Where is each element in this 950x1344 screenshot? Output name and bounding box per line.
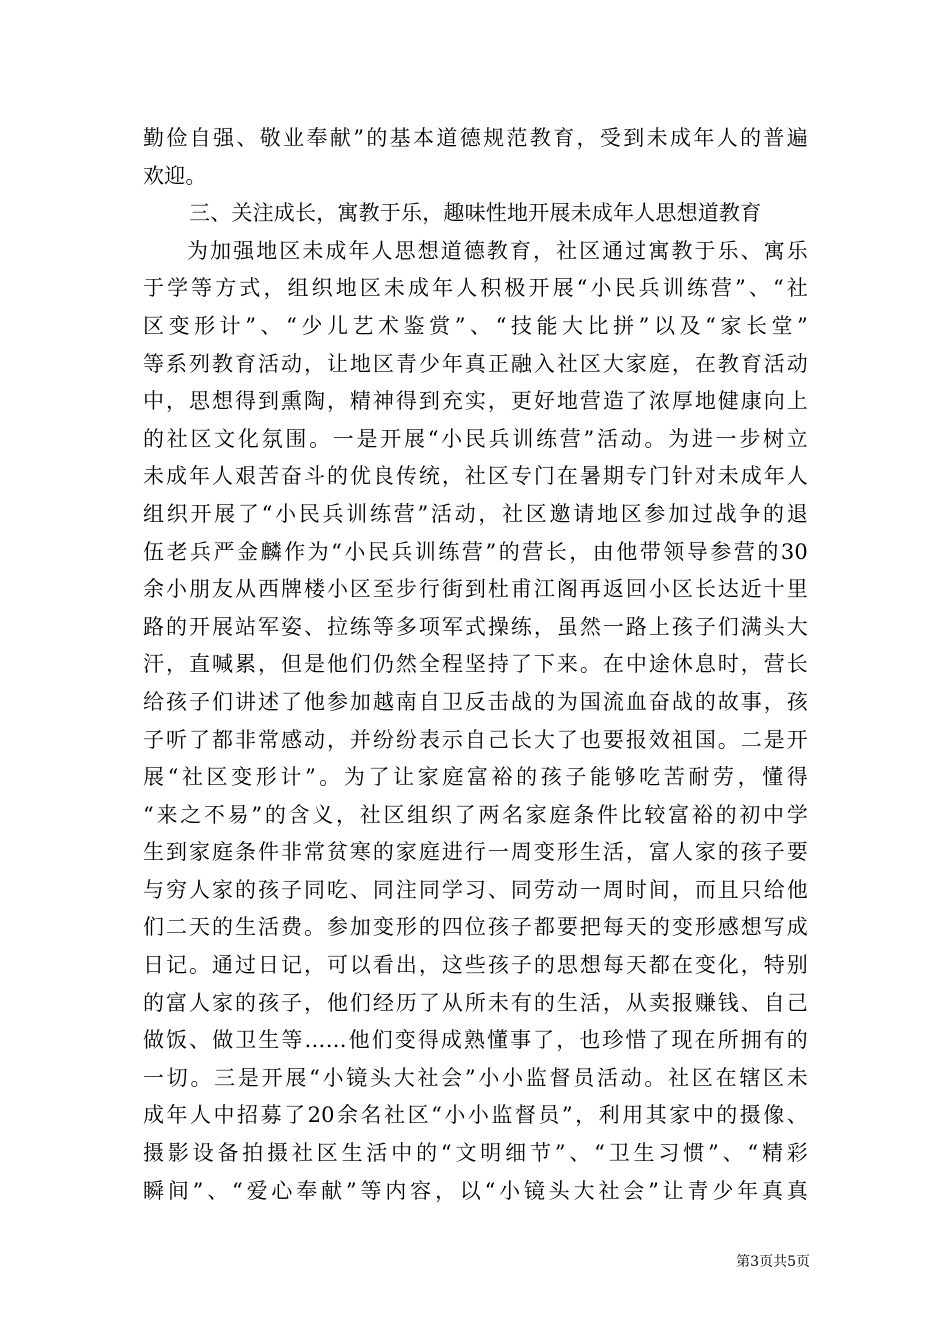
text-line: 生到家庭条件非常贫寒的家庭进行一周变形生活，富人家的孩子要 bbox=[143, 840, 808, 865]
text-line: 成年人中招募了20余名社区“小小监督员”，利用其家中的摄像、 bbox=[143, 1103, 808, 1128]
text-line: 汗，直喊累，但是他们仍然全程坚持了下来。在中途休息时，营长 bbox=[143, 652, 808, 677]
text-line: 做饭、做卫生等……他们变得成熟懂事了，也珍惜了现在所拥有的 bbox=[143, 1028, 808, 1053]
text-line: 伍老兵严金麟作为“小民兵训练营”的营长，由他带领导参营的30 bbox=[143, 539, 808, 564]
text-line: “来之不易”的含义，社区组织了两名家庭条件比较富裕的初中学 bbox=[143, 802, 808, 827]
text-line: 与穷人家的孩子同吃、同注同学习、同劳动一周时间，而且只给他 bbox=[143, 877, 808, 902]
text-line: 欢迎。 bbox=[143, 163, 207, 188]
text-line: 勤俭自强、敬业奉献”的基本道德规范教育，受到未成年人的普遍 bbox=[143, 126, 808, 150]
text-line: 中，思想得到熏陶，精神得到充实，更好地营造了浓厚地健康向上 bbox=[143, 389, 808, 414]
text-line: 展“社区变形计”。为了让家庭富裕的孩子能够吃苦耐劳，懂得 bbox=[143, 765, 808, 790]
text-line: 为加强地区未成年人思想道德教育，社区通过寓教于乐、寓乐 bbox=[187, 238, 808, 263]
text-line: 的社区文化氛围。一是开展“小民兵训练营”活动。为进一步树立 bbox=[143, 426, 808, 451]
text-line: 路的开展站军姿、拉练等多项军式操练，虽然一路上孩子们满头大 bbox=[143, 614, 808, 639]
text-line: 给孩子们讲述了他参加越南自卫反击战的为国流血奋战的故事，孩 bbox=[143, 689, 808, 714]
page-number: 第3页共5页 bbox=[736, 1254, 810, 1270]
text-line: 区变形计”、“少儿艺术鉴赏”、“技能大比拼”以及“家长堂” bbox=[143, 313, 808, 338]
text-line: 余小朋友从西牌楼小区至步行街到杜甫江阁再返回小区长达近十里 bbox=[143, 577, 808, 602]
text-line: 们二天的生活费。参加变形的四位孩子都要把每天的变形感想写成 bbox=[143, 915, 808, 940]
text-line: 日记。通过日记，可以看出，这些孩子的思想每天都在变化，特别 bbox=[143, 953, 808, 978]
text-line: 等系列教育活动，让地区青少年真正融入社区大家庭，在教育活动 bbox=[143, 351, 808, 376]
document-body bbox=[143, 120, 808, 1210]
section-heading: 三、关注成长，寓教于乐，趣味性地开展未成年人思想道教育 bbox=[189, 201, 762, 226]
text-line: 摄影设备拍摄社区生活中的“文明细节”、“卫生习惯”、“精彩 bbox=[143, 1141, 808, 1166]
text-line: 组织开展了“小民兵训练营”活动，社区邀请地区参加过战争的退 bbox=[143, 501, 808, 526]
text-line: 瞬间”、“爱心奉献”等内容，以“小镜头大社会”让青少年真真 bbox=[143, 1178, 808, 1203]
text-line: 于学等方式，组织地区未成年人积极开展“小民兵训练营”、“社 bbox=[143, 276, 808, 301]
text-line: 的富人家的孩子，他们经历了从所未有的生活，从卖报赚钱、自己 bbox=[143, 990, 808, 1015]
text-line: 未成年人艰苦奋斗的优良传统，社区专门在暑期专门针对未成年人 bbox=[143, 464, 808, 489]
text-line: 子听了都非常感动，并纷纷表示自己长大了也要报效祖国。二是开 bbox=[143, 727, 808, 752]
text-line: 一切。三是开展“小镜头大社会”小小监督员活动。社区在辖区未 bbox=[143, 1065, 808, 1090]
